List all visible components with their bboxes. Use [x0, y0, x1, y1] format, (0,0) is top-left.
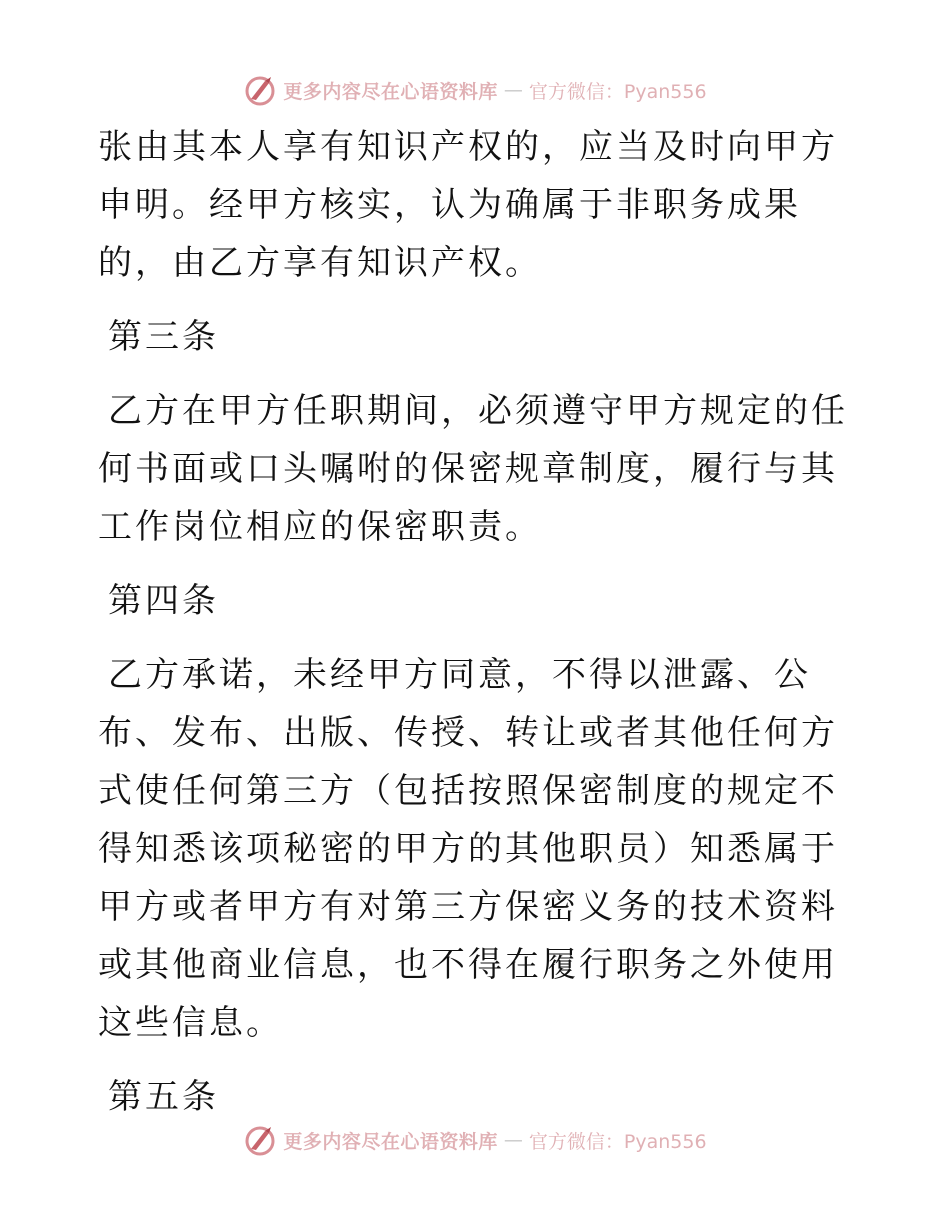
footer-watermark: [0, 1120, 950, 1160]
article-4-text: 乙方承诺，未经甲方同意，不得以泄露、公布、发布、出版、传授、转让或者其他任何方式使任何第三方（包括按照保密制度的规定不得知悉该项秘密的甲方的其他职员）知悉属于甲方或者甲方有对第三方保密义务的技术资料或其他商业信息，也不得在履行职务之外使用这些信息。: [98, 655, 838, 1043]
watermark-wechat-text: 官方微信：Pyan556: [528, 80, 707, 103]
document-body: [98, 118, 858, 1142]
header-watermark: [0, 70, 950, 110]
article-heading-4: 第四条: [108, 581, 219, 621]
quill-pen-logo-icon: [243, 73, 277, 107]
paragraph-continuation: 张由其本人享有知识产权的，应当及时向甲方申明。经甲方核实，认为确属于非职务成果的，由乙方享有知识产权。: [98, 127, 838, 283]
watermark-separator: —: [503, 1129, 523, 1151]
watermark-wechat-text: 官方微信：Pyan556: [528, 1130, 707, 1153]
article-3-text: 乙方在甲方任职期间，必须遵守甲方规定的任何书面或口头嘱咐的保密规章制度，履行与其工作岗位相应的保密职责。: [98, 391, 848, 547]
watermark-main-text: 更多内容尽在心语资料库: [283, 1130, 498, 1153]
article-heading-5: 第五条: [108, 1077, 219, 1117]
watermark-main-text: 更多内容尽在心语资料库: [283, 80, 498, 103]
article-heading-3: 第三条: [108, 317, 219, 357]
quill-pen-logo-icon: [243, 1123, 277, 1157]
watermark-separator: —: [503, 79, 523, 101]
